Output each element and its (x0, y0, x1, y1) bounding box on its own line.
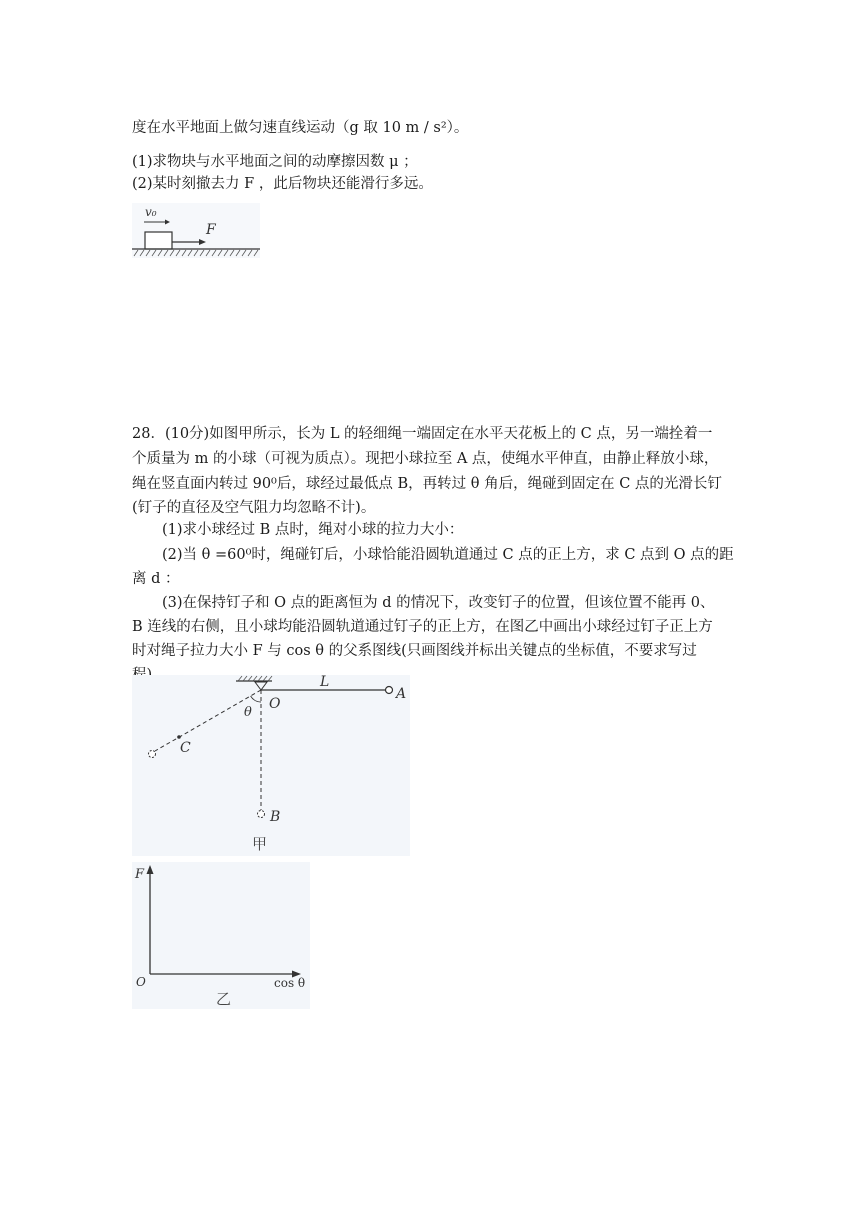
pendulum-figure-jia (132, 675, 410, 856)
ball-at-A (386, 687, 393, 694)
problem-28-line-4: (钉子的直径及空气阻力均忽略不计)。 (132, 500, 376, 516)
problem-28-line-2: 个质量为 m 的小球（可视为质点）。现把小球拉至 A 点，使绳水平伸直，由静止释放小球， (132, 451, 719, 467)
point-B-label: B (270, 809, 281, 825)
problem-27-question-2: (2)某时刻撤去力 F ，此后物块还能滑行多远。 (132, 176, 433, 192)
theta-label: θ (244, 705, 252, 720)
nail-point-C (177, 735, 181, 739)
y-axis-label: F (135, 867, 145, 882)
problem-28-line-1: 28．(10分)如图甲所示，长为 L 的轻细绳一端固定在水平天花板上的 C 点，另一端拴着一 (132, 426, 713, 442)
point-O-label: O (269, 696, 281, 712)
origin-label: O (136, 975, 146, 989)
graph-figure-yi (132, 862, 310, 1009)
figure-yi-caption: 乙 (216, 990, 232, 1008)
block (145, 232, 172, 249)
ball-at-B (258, 811, 265, 818)
problem-27-question-1: (1)求物块与水平地面之间的动摩擦因数 μ ； (132, 154, 418, 170)
problem-28-question-2b: 离 d ： (132, 571, 180, 587)
point-C-label: C (180, 740, 191, 756)
problem-28-question-3b: B 连线的右侧，且小球均能沿圆轨道通过钉子的正上方，在图乙中画出小球经过钉子正上方 (132, 619, 713, 635)
ball-left (149, 751, 156, 758)
velocity-label: v₀ (145, 205, 157, 219)
point-A-label: A (396, 686, 407, 702)
force-label: F (206, 222, 216, 238)
problem-28-line-3: 绳在竖直面内转过 90⁰后，球经过最低点 B，再转过 θ 角后，绳碰到固定在 C 点的光滑长钉 (132, 476, 722, 492)
problem-28-question-1: (1)求小球经过 B 点时，绳对小球的拉力大小： (162, 522, 464, 538)
figure-jia-caption: 甲 (252, 835, 268, 853)
problem-27-intro-line: 度在水平地面上做匀速直线运动（g 取 10 m / s²）。 (132, 120, 469, 136)
problem-28-question-3c: 时对绳子拉力大小 F 与 cos θ 的父系图线(只画图线并标出关键点的坐标值，不要求写过 (132, 643, 697, 659)
problem-28-question-2a: (2)当 θ =60⁰时，绳碰钉后，小球恰能沿圆轨道通过 C 点的正上方，求 C 点到 O 点的距 (162, 547, 734, 563)
x-axis-label: cos θ (274, 976, 306, 990)
length-label: L (320, 675, 330, 690)
problem-28-question-3a: (3)在保持钉子和 O 点的距离恒为 d 的情况下，改变钉子的位置，但该位置不能再 0、 (162, 595, 715, 611)
block-on-ground-figure (132, 203, 260, 258)
